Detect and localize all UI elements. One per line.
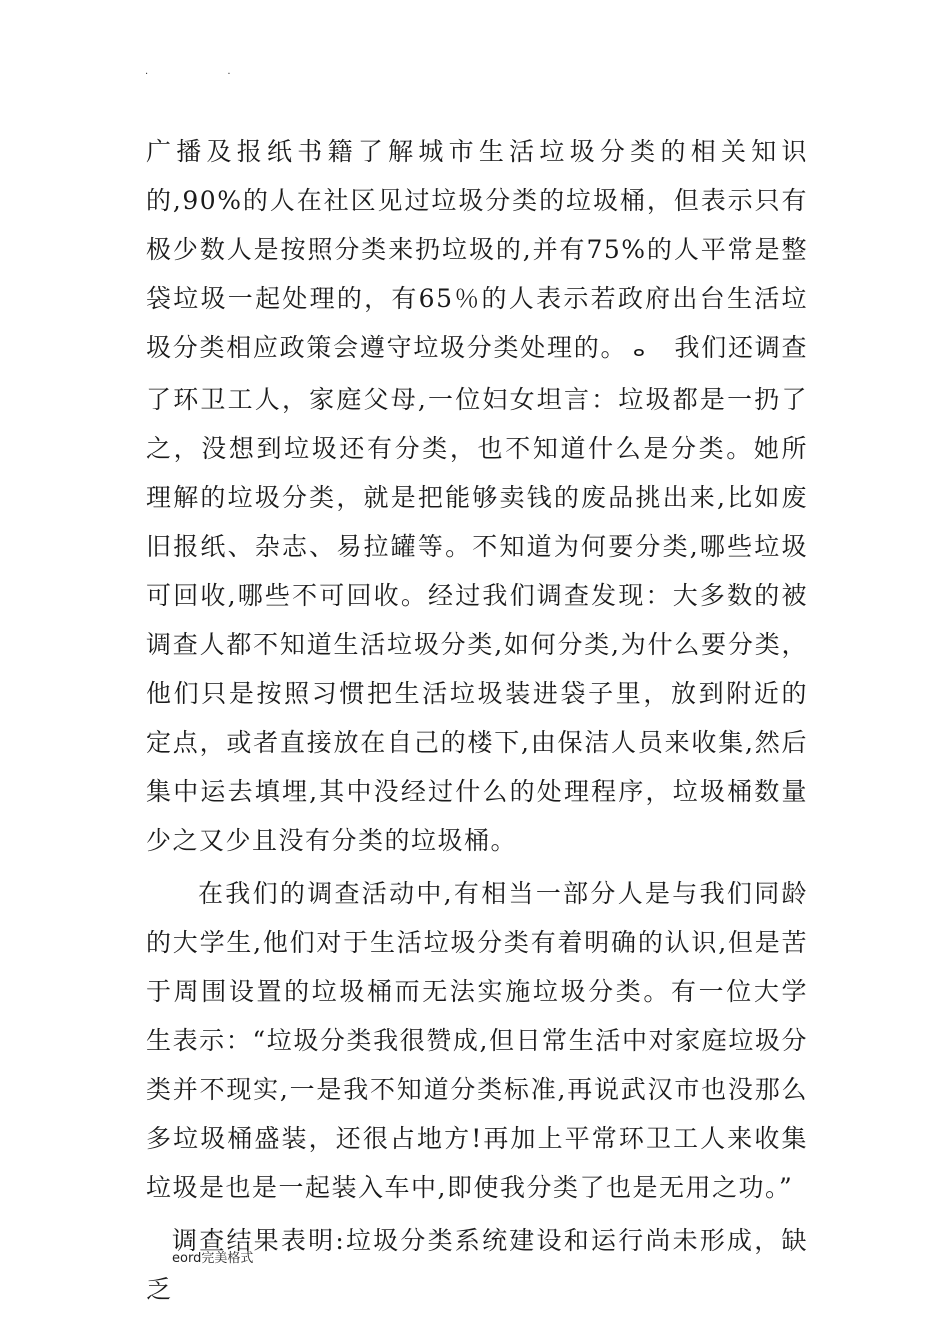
- paragraph-college-students: 在我们的调查活动中,有相当一部分人是与我们同龄的大学生,他们对于生活垃圾分类有着明确的认识,但是苦于周围设置的垃圾桶而无法实施垃圾分类。有一位大学生表示：“垃圾分类我很赞成,但日常生活中对家庭垃圾分类并不现实,一是我不知道分类标准,再说武汉市也没那么多垃圾桶盛装，还很占地方!再加上平常环卫工人来收集垃圾是也是一起装入车中,即使我分类了也是无用之功。”: [146, 879, 808, 1202]
- page-footer: eord完美格式: [172, 1251, 254, 1266]
- document-body: [146, 127, 808, 1314]
- paragraph-conclusion: 调查结果表明:垃圾分类系统建设和运行尚未形成，缺乏: [146, 1226, 808, 1304]
- header-dots: . .: [145, 66, 269, 77]
- paragraph-survey-results-text: 广播及报纸书籍了解城市生活垃圾分类的相关知识的,90%的人在社区见过垃圾分类的垃圾桶，但表示只有极少数人是按照分类来扔垃圾的,并有75%的人平常是整袋垃圾一起处理的，有65％的人表示若政府出台生活垃圾分类相应政策会遵守垃圾分类处理的。: [146, 137, 808, 362]
- inline-mark-glyph: ⴰ: [633, 340, 647, 361]
- paragraph-sanitation-workers-text: 我们还调查了环卫工人，家庭父母,一位妇女坦言：垃圾都是一扔了之，没想到垃圾还有分类，也不知道什么是分类。她所理解的垃圾分类，就是把能够卖钱的废品挑出来,比如废旧报纸、杂志、易拉罐等。不知道为何要分类,哪些垃圾可回收,哪些不可回收。经过我们调查发现：大多数的被调查人都不知道生活垃圾分类,如何分类,为什么要分类，他们只是按照习惯把生活垃圾装进袋子里，放到附近的定点，或者直接放在自己的楼下,由保洁人员来收集,然后集中运去填埋,其中没经过什么的处理程序，垃圾桶数量少之又少且没有分类的垃圾桶。: [146, 333, 808, 855]
- paragraph-survey-results: [146, 127, 808, 865]
